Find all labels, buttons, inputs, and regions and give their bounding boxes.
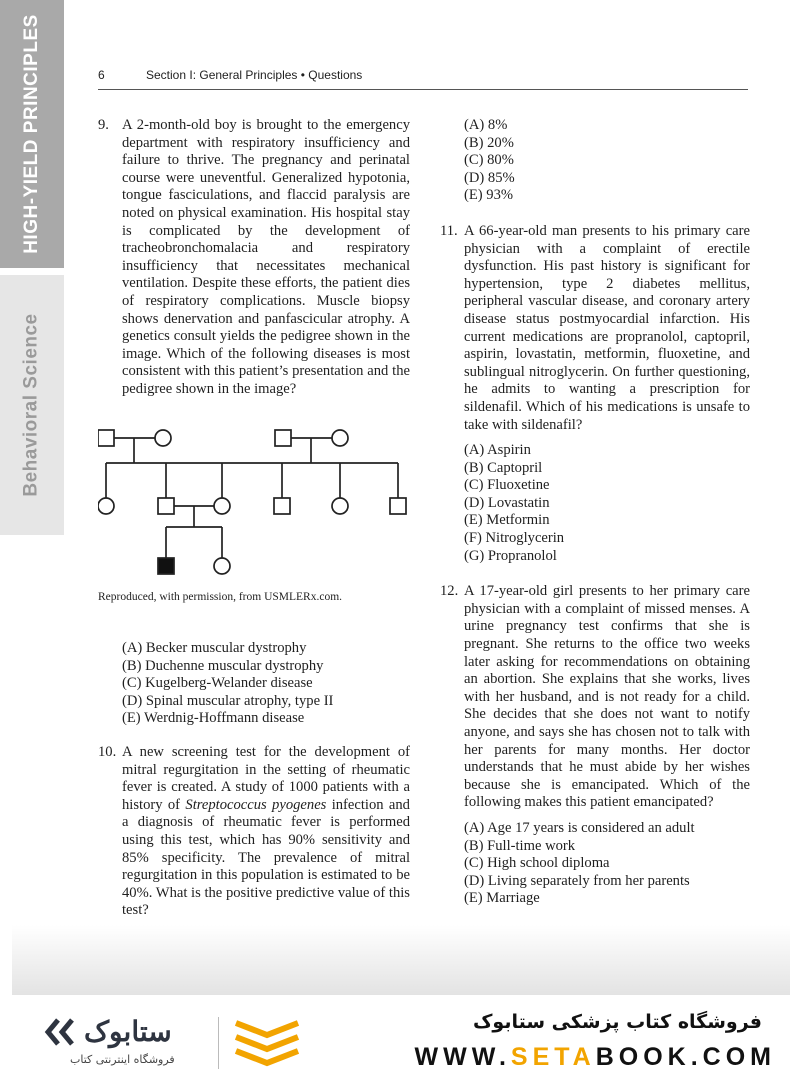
pedigree-svg [98,429,418,581]
answer-option[interactable]: (E) Metformin [464,512,550,529]
question-stem [122,744,410,920]
figure-credit: Reproduced, with permission, from USMLERx.com. [98,590,343,603]
question-number: 12. [440,583,459,600]
side-tab-high-yield-label: HIGH-YIELD PRINCIPLES [21,14,43,254]
pedigree-male [275,430,291,446]
answer-option[interactable]: (C) 80% [464,152,514,169]
answer-option[interactable]: (A) Age 17 years is considered an adult [464,819,695,836]
question-stem: A 66-year-old man presents to his primary care physician with a complaint of erectile dysfunction. His past history is significant for hypertension, type 2 diabetes mellitus, peripheral vascular disease, and coronary artery disease status postmyocardial infarction. His current medications are propranolol, captopril, aspirin, lovastatin, metformin, fluoxetine, and sublingual nitroglycerin. On further questioning, he admits to wanting a prescription for sildenafil. Which of his medications is unsafe to take with sildenafil? [464,222,750,433]
pedigree-male [158,498,174,514]
question-9 [98,117,410,399]
question-number: 11. [440,222,458,239]
logo-chevrons-icon [40,1017,80,1047]
pedigree-male [274,498,290,514]
url-highlight: SETA [510,1043,596,1071]
q11-options [464,442,750,565]
pedigree-female [155,430,171,446]
answer-option[interactable]: (B) Full-time work [464,837,576,854]
store-logo[interactable] [40,1015,310,1075]
pedigree-male [98,430,114,446]
answer-option[interactable]: (D) Spinal muscular atrophy, type II [122,692,334,709]
right-column [440,117,750,908]
page-number: 6 [98,68,105,82]
store-name: فروشگاه کتاب پزشکی ستابوک [472,1011,762,1033]
q10-options [464,117,750,205]
question-12 [440,583,750,812]
url-part: BOOK.COM [595,1043,776,1071]
answer-option[interactable]: (B) 20% [464,134,514,151]
side-tab-high-yield [0,0,64,268]
question-stem: A 2-month-old boy is brought to the emergency department with respiratory insufficiency and failure to thrive. The pregnancy and perinatal course were uneventful. Generalized hypotonia, tongue fasciculations, and flaccid paralysis are noted on physical examination. His hospital stay is complicated by the development of tracheobronchomalacia and respiratory insufficiency that necessitates mechanical ventilation. Despite these efforts, the patient dies of respiratory complications. Muscle biopsy shows denervation and panfascicular atrophy. A genetics consult yields the pedigree shown in the image. Which of the following diseases is most consistent with this patient’s presentation and the pedigree shown in the image? [122,117,410,397]
store-url[interactable] [415,1043,776,1072]
store-banner [0,995,798,1080]
question-stem: A 17-year-old girl presents to her primary care physician with a complaint of missed menses. A urine pregnancy test confirms that she is pregnant. She returns to the office two weeks later asking for recommendations on obtaining an abortion. She explains that she works, lives with her husband, and is not ready for a child. She decides that she does not want to notify anyone, and says she has chosen not to talk with her parents for many months. Her doctor understands that he must abide by her wishes because she is emancipated. Which of the following makes this patient emancipated? [464,583,750,811]
answer-option[interactable]: (B) Duchenne muscular dystrophy [122,657,324,674]
pedigree-female [214,558,230,574]
answer-option[interactable]: (A) Aspirin [464,442,531,459]
pedigree-female [214,498,230,514]
logo-subtitle: فروشگاه اینترنتی کتاب [70,1053,175,1066]
answer-option[interactable]: (G) Propranolol [464,547,557,564]
logo-wordmark: ستابوک [84,1016,172,1047]
q12-options [464,820,750,908]
url-part: WWW. [414,1043,511,1071]
question-number: 9. [98,117,109,133]
q9-options [122,640,410,728]
answer-option[interactable]: (D) Lovastatin [464,494,550,511]
question-11 [440,223,750,434]
answer-option[interactable]: (B) Captopril [464,459,543,476]
pedigree-female [98,498,114,514]
stem-text: infection and a diagnosis of rheumatic fever is performed using this test, which has 90% sensitivity and 85% specificity. The prevalence of mitral regurgitation in this population is estimated to be 40%. What is the positive predictive value of this test? [122,796,410,919]
header-title: Section I: General Principles • Questions [146,68,363,82]
pedigree-female [332,430,348,446]
answer-option[interactable]: (C) Fluoxetine [464,477,550,494]
question-10 [98,744,410,920]
answer-option[interactable]: (D) Living separately from her parents [464,872,690,889]
running-header [98,68,748,90]
pedigree-affected-male [158,558,174,574]
stem-text: A new screening test for the development of mitral regurgitation in the setting of rheumatic fever is created. A study of 1000 patients with a history of [122,744,410,813]
answer-option[interactable]: (C) Kugelberg-Welander disease [122,675,313,692]
answer-option[interactable]: (F) Nitroglycerin [464,530,565,547]
book-stack-icon [232,1017,302,1071]
answer-option[interactable]: (D) 85% [464,169,515,186]
answer-option[interactable]: (C) High school diploma [464,855,610,872]
pedigree-male [390,498,406,514]
side-tab-behavioral-label: Behavioral Science [21,313,43,497]
pedigree-chart [98,429,418,581]
side-tab-behavioral [0,275,64,535]
left-column [98,117,410,920]
logo-divider [218,1017,219,1069]
pedigree-female [332,498,348,514]
answer-option[interactable]: (A) 8% [464,117,508,133]
answer-option[interactable]: (E) 93% [464,187,514,204]
page-bottom-fade [12,925,790,995]
answer-option[interactable]: (A) Becker muscular dystrophy [122,640,307,657]
answer-option[interactable]: (E) Marriage [464,890,540,907]
organism-name: Streptococcus pyogenes [185,796,327,813]
question-number: 10. [98,744,117,761]
answer-option[interactable]: (E) Werdnig-Hoffmann disease [122,710,305,727]
